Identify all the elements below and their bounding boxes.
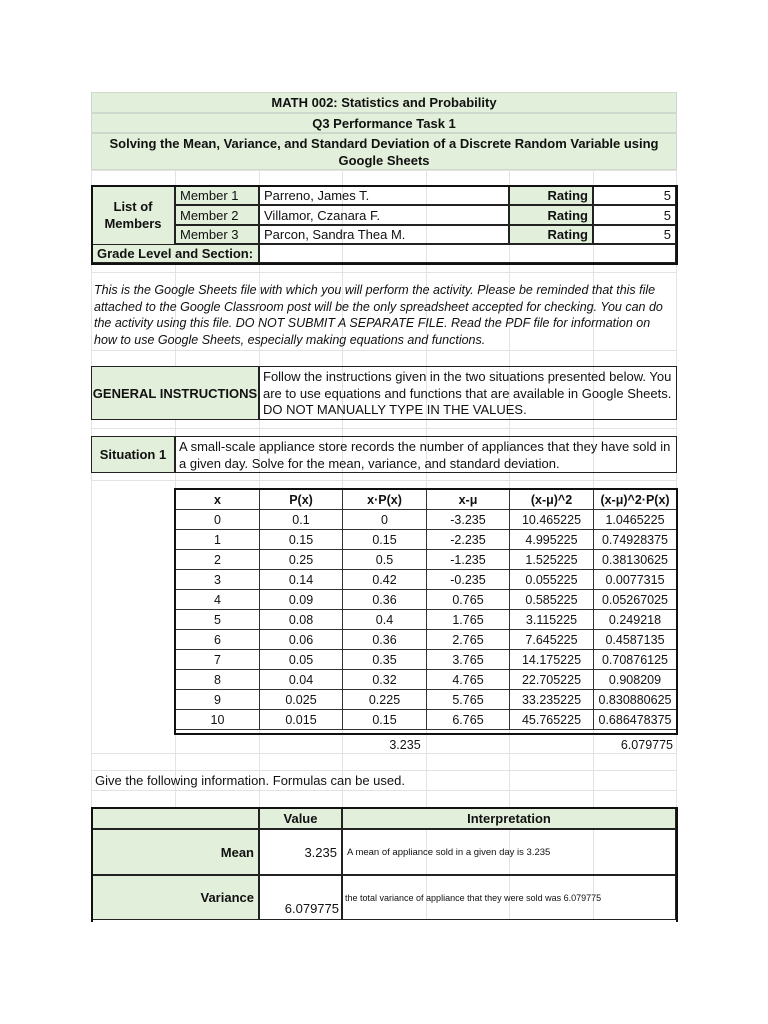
member-3-rating: 5: [593, 225, 676, 244]
cell-squared: 45.765225: [510, 710, 594, 730]
cell-squared: 22.705225: [510, 670, 594, 690]
cell-x: 0: [176, 510, 260, 530]
cell-x-minus-mu: 5.765: [427, 690, 510, 710]
cell-xpx: 0.15: [343, 530, 427, 550]
cell-x-minus-mu: 2.765: [427, 630, 510, 650]
give-info-text: Give the following information. Formulas can be used.: [95, 773, 405, 788]
cell-px: 0.15: [260, 530, 343, 550]
member-1-label: Member 1: [175, 186, 259, 205]
cell-x: 4: [176, 590, 260, 610]
cell-x-minus-mu: -3.235: [427, 510, 510, 530]
cell-px: 0.06: [260, 630, 343, 650]
cell-px: 0.1: [260, 510, 343, 530]
member-3-name: Parcon, Sandra Thea M.: [259, 225, 509, 244]
cell-x: 8: [176, 670, 260, 690]
sum-variance: 6.079775: [620, 738, 673, 752]
member-2-name: Villamor, Czanara F.: [259, 205, 509, 225]
cell-squared: 0.585225: [510, 590, 594, 610]
table-row: [176, 590, 677, 610]
table-row: [176, 690, 677, 710]
member-2-rating-label: Rating: [509, 205, 593, 225]
general-instructions-text: Follow the instructions given in the two situations presented below. You are to use equations and functions that are available in Google Sheets. DO NOT MANUALLY TYPE IN THE VALUES.: [259, 366, 677, 420]
member-2-rating: 5: [593, 205, 676, 225]
grade-level-label: Grade Level and Section:: [92, 244, 259, 263]
interpretation-header: Interpretation: [342, 808, 676, 829]
mean-label: Mean: [92, 829, 259, 875]
notice-text: This is the Google Sheets file with which you will perform the activity. Please be reminded that this file attached to the Google Classroom post will be the only spreadsheet accepted for checking. You can do the activity using this file. DO NOT SUBMIT A SEPARATE FILE. Read the PDF file for information on how to use Google Sheets, especially making equations and functions.: [94, 283, 663, 347]
cell-px: 0.08: [260, 610, 343, 630]
table-row: [176, 650, 677, 670]
cell-squared-px: 0.05267025: [594, 590, 677, 610]
list-of-members-label: List of Members: [92, 186, 175, 244]
cell-xpx: 0.35: [343, 650, 427, 670]
cell-squared: 4.995225: [510, 530, 594, 550]
member-1-rating: 5: [593, 186, 676, 205]
cell-squared-px: 0.686478375: [594, 710, 677, 730]
table-row: [176, 530, 677, 550]
cell-x-minus-mu: 3.765: [427, 650, 510, 670]
cell-squared: 10.465225: [510, 510, 594, 530]
cell-x: 1: [176, 530, 260, 550]
cell-x-minus-mu: -0.235: [427, 570, 510, 590]
header-squared-px: (x-μ)^2·P(x): [594, 490, 677, 510]
course-title: MATH 002: Statistics and Probability: [91, 92, 677, 113]
sum-xpx: 3.235: [389, 738, 421, 752]
variance-label: Variance: [92, 875, 259, 920]
header-px: P(x): [260, 490, 343, 510]
variance-interpretation: the total variance of appliance that they were sold was 6.079775: [342, 875, 676, 920]
table-row: [176, 550, 677, 570]
member-2-label: Member 2: [175, 205, 259, 225]
cell-xpx: 0.15: [343, 710, 427, 730]
member-1-rating-label: Rating: [509, 186, 593, 205]
table-row: [176, 510, 677, 530]
cell-x-minus-mu: 6.765: [427, 710, 510, 730]
cell-squared: 0.055225: [510, 570, 594, 590]
cell-x-minus-mu: -1.235: [427, 550, 510, 570]
variance-value: 6.079775: [259, 875, 342, 920]
cell-squared: 1.525225: [510, 550, 594, 570]
cell-x: 6: [176, 630, 260, 650]
member-3-label: Member 3: [175, 225, 259, 244]
cell-px: 0.14: [260, 570, 343, 590]
cell-squared-px: 0.74928375: [594, 530, 677, 550]
cell-squared-px: 0.0077315: [594, 570, 677, 590]
cell-px: 0.09: [260, 590, 343, 610]
cell-squared-px: 0.908209: [594, 670, 677, 690]
cell-squared-px: 0.4587135: [594, 630, 677, 650]
cell-x: 7: [176, 650, 260, 670]
cell-xpx: 0.36: [343, 590, 427, 610]
value-header: Value: [259, 808, 342, 829]
cell-px: 0.25: [260, 550, 343, 570]
cell-x: 3: [176, 570, 260, 590]
situation-1-label: Situation 1: [91, 436, 175, 473]
cell-x-minus-mu: 1.765: [427, 610, 510, 630]
cell-squared-px: 0.38130625: [594, 550, 677, 570]
cell-xpx: 0.5: [343, 550, 427, 570]
cell-squared: 7.645225: [510, 630, 594, 650]
cell-x-minus-mu: -2.235: [427, 530, 510, 550]
table-row: [176, 670, 677, 690]
cell-xpx: 0.36: [343, 630, 427, 650]
table-row: [176, 710, 677, 730]
header-xpx: x·P(x): [343, 490, 427, 510]
general-instructions-label: GENERAL INSTRUCTIONS: [91, 366, 259, 420]
cell-squared: 3.115225: [510, 610, 594, 630]
member-3-rating-label: Rating: [509, 225, 593, 244]
table-header-row: [176, 490, 677, 510]
cell-x: 5: [176, 610, 260, 630]
cell-xpx: 0.4: [343, 610, 427, 630]
grade-level-input[interactable]: [259, 244, 676, 263]
cell-px: 0.05: [260, 650, 343, 670]
situation-1-text: A small-scale appliance store records the number of appliances that they have sold in a given day. Solve for the mean, variance, and standard deviation.: [175, 436, 677, 473]
cell-squared-px: 1.0465225: [594, 510, 677, 530]
cell-x: 9: [176, 690, 260, 710]
cell-x-minus-mu: 0.765: [427, 590, 510, 610]
cell-xpx: 0.225: [343, 690, 427, 710]
cell-x-minus-mu: 4.765: [427, 670, 510, 690]
results-corner: [92, 808, 259, 829]
cell-xpx: 0: [343, 510, 427, 530]
header-x-minus-mu: x-μ: [427, 490, 510, 510]
cell-px: 0.015: [260, 710, 343, 730]
mean-interpretation: A mean of appliance sold in a given day is 3.235: [342, 829, 676, 875]
mean-value: 3.235: [259, 829, 342, 875]
cell-x: 10: [176, 710, 260, 730]
table-row: [176, 570, 677, 590]
probability-table: [175, 489, 677, 730]
cell-x: 2: [176, 550, 260, 570]
member-1-name: Parreno, James T.: [259, 186, 509, 205]
cell-squared-px: 0.830880625: [594, 690, 677, 710]
cell-squared-px: 0.70876125: [594, 650, 677, 670]
cell-px: 0.04: [260, 670, 343, 690]
header-squared: (x-μ)^2: [510, 490, 594, 510]
task-subtitle: Solving the Mean, Variance, and Standard Deviation of a Discrete Random Variable using Google Sheets: [91, 133, 677, 170]
cell-squared-px: 0.249218: [594, 610, 677, 630]
cell-px: 0.025: [260, 690, 343, 710]
table-row: [176, 630, 677, 650]
cell-squared: 33.235225: [510, 690, 594, 710]
task-title: Q3 Performance Task 1: [91, 113, 677, 133]
table-row: [176, 610, 677, 630]
header-x: x: [176, 490, 260, 510]
cell-squared: 14.175225: [510, 650, 594, 670]
cell-xpx: 0.42: [343, 570, 427, 590]
cell-xpx: 0.32: [343, 670, 427, 690]
